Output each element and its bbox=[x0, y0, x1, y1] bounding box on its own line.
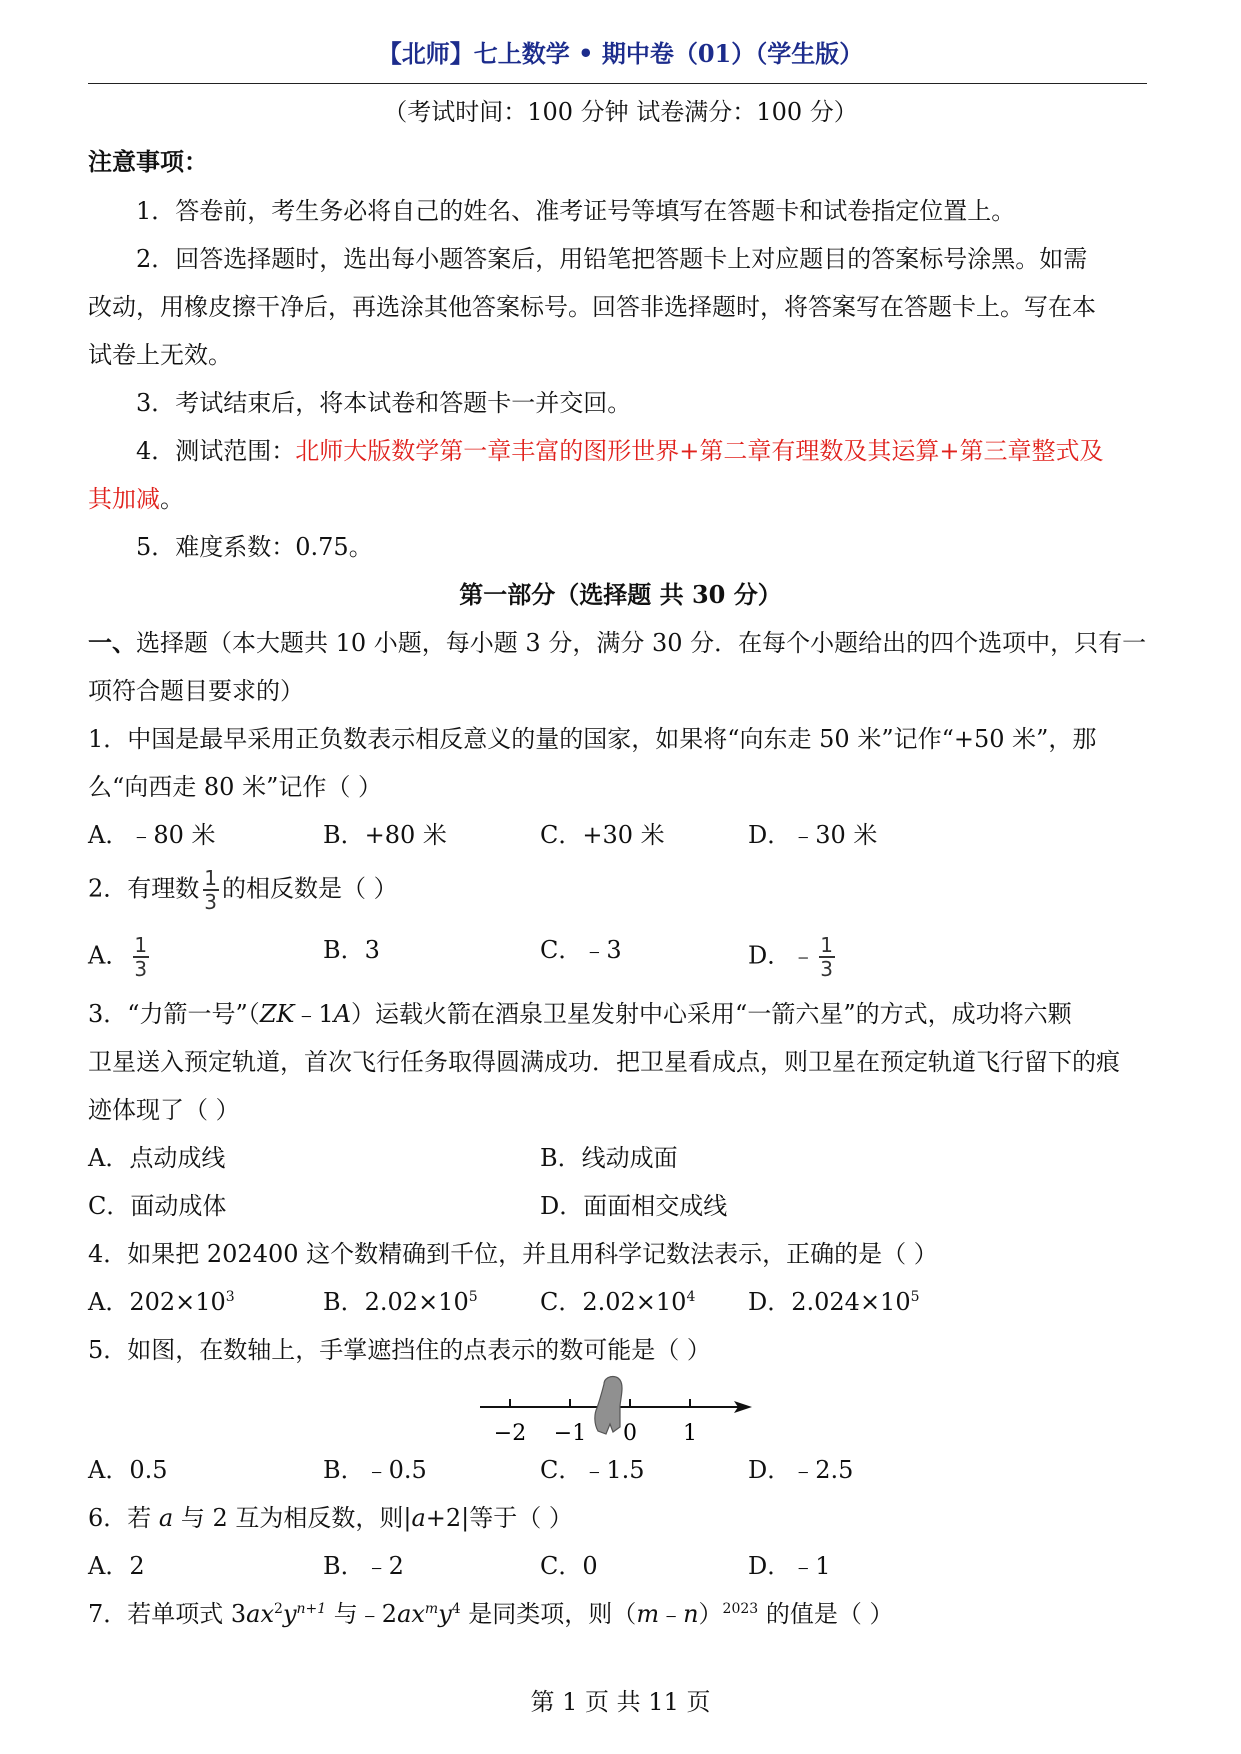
q6-option-b: B．﹣2 bbox=[323, 1552, 404, 1580]
hand-covering-icon bbox=[595, 1377, 622, 1434]
notice-item-3: 3．考试结束后，将本试卷和答题卡一并交回。 bbox=[136, 389, 632, 417]
q4-option-b-base: B．2.02×10 bbox=[323, 1288, 469, 1316]
q2-fraction bbox=[202, 868, 219, 912]
fraction-numerator: 1 bbox=[134, 933, 148, 957]
q3-option-d: D．面面相交成线 bbox=[540, 1192, 728, 1220]
q3-stem-line-1 bbox=[88, 999, 1072, 1029]
notice-item-2-line-2: 改动，用橡皮擦干净后，再选涂其他答案标号。回答非选择题时，将答案写在答题卡上。写在本 bbox=[88, 293, 1096, 321]
q4-option-c-base: C．2.02×10 bbox=[540, 1288, 687, 1316]
notice-item-4-prefix: 4．测试范围： bbox=[136, 437, 296, 465]
exponent: 5 bbox=[468, 1289, 478, 1305]
exponent bbox=[425, 1601, 438, 1617]
q6-text: 6．若 bbox=[88, 1504, 159, 1532]
q1-stem-line-2: 么“向西走 80 米”记作（ ） bbox=[88, 773, 382, 801]
exponent: 3 bbox=[225, 1289, 235, 1305]
q2-option-c: C．﹣3 bbox=[540, 936, 622, 964]
axis-label: 0 bbox=[623, 1421, 637, 1446]
section-intro-line-2: 项符合题目要求的） bbox=[88, 677, 304, 705]
q3-text: 3．“力箭一号”（ bbox=[88, 1000, 260, 1028]
axis-label: −1 bbox=[553, 1421, 587, 1446]
exponent: 4 bbox=[451, 1601, 461, 1617]
q7-var-ax: ax bbox=[397, 1600, 425, 1628]
q3-stem-line-3: 迹体现了（ ） bbox=[88, 1096, 240, 1124]
q3-text: ﹣1 bbox=[294, 1000, 334, 1028]
q6-option-a: A．2 bbox=[88, 1552, 145, 1580]
q4-option-c bbox=[540, 1287, 695, 1317]
q5-option-b: B．﹣0.5 bbox=[323, 1456, 427, 1484]
exponent: 5 bbox=[910, 1289, 920, 1305]
notice-item-2-line-3: 试卷上无效。 bbox=[88, 341, 232, 369]
q5-option-c: C．﹣1.5 bbox=[540, 1456, 645, 1484]
fraction-numerator: 1 bbox=[820, 933, 833, 957]
fraction-numerator: 1 bbox=[204, 866, 218, 890]
q7-var-y: y bbox=[282, 1600, 297, 1628]
q7-text: 是同类项，则（ bbox=[460, 1600, 637, 1628]
q3-var-zk: ZK bbox=[259, 1000, 295, 1028]
q1-option-b: B．+80 米 bbox=[323, 821, 447, 849]
exponent bbox=[297, 1601, 327, 1617]
header-rule bbox=[88, 83, 1147, 84]
q3-option-a: A．点动成线 bbox=[88, 1144, 226, 1172]
q3-option-b: B．线动成面 bbox=[540, 1144, 678, 1172]
q2-option-d bbox=[748, 935, 838, 979]
notice-item-2-line-1: 2．回答选择题时，选出每小题答案后，用铅笔把答题卡上对应题目的答案标号涂黑。如需 bbox=[136, 245, 1088, 273]
q1-stem-line-1: 1．中国是最早采用正负数表示相反意义的量的国家，如果将“向东走 50 米”记作“+50 米”，那 bbox=[88, 725, 1097, 753]
q6-option-d: D．﹣1 bbox=[748, 1552, 831, 1580]
q6-stem bbox=[88, 1503, 573, 1533]
notice-item-4-line-1 bbox=[136, 436, 1104, 466]
axis-label: 1 bbox=[683, 1421, 697, 1446]
q7-var-ax: ax bbox=[246, 1600, 275, 1628]
q7-text: ﹣ bbox=[659, 1600, 684, 1628]
q7-text: 与﹣2 bbox=[326, 1600, 398, 1628]
fraction-denominator: 3 bbox=[820, 957, 833, 981]
q2-option-a-label: A． bbox=[88, 941, 130, 970]
q4-option-a bbox=[88, 1287, 235, 1317]
q7-text: 的值是（ ） bbox=[758, 1600, 894, 1628]
exponent: 2023 bbox=[722, 1601, 759, 1617]
q2-option-d-fraction bbox=[818, 935, 835, 979]
q1-option-c: C．+30 米 bbox=[540, 821, 665, 849]
q4-stem: 4．如果把 202400 这个数精确到千位，并且用科学记数法表示，正确的是（ ） bbox=[88, 1240, 938, 1268]
q7-var-y: y bbox=[438, 1600, 452, 1628]
q4-option-b bbox=[323, 1287, 478, 1317]
q2-option-a-fraction bbox=[132, 935, 149, 979]
notice-item-1: 1．答卷前，考生务必将自己的姓名、准考证号等填写在答题卡和试卷指定位置上。 bbox=[136, 197, 1016, 225]
q1-option-d: D．﹣30 米 bbox=[748, 821, 878, 849]
axis-label: −2 bbox=[493, 1421, 527, 1446]
q6-text: +2|等于（ ） bbox=[425, 1504, 573, 1532]
section-intro-text: 选择题（本大题共 10 小题，每小题 3 分，满分 30 分．在每个小题给出的四个选项中，只有一 bbox=[136, 629, 1147, 657]
exponent-text: m bbox=[424, 1601, 439, 1617]
q5-option-a: A．0.5 bbox=[88, 1456, 168, 1484]
q4-option-a-base: A．202×10 bbox=[88, 1288, 226, 1316]
q7-text: ） bbox=[698, 1600, 723, 1628]
q7-var-n: n bbox=[683, 1600, 699, 1628]
fraction-denominator: 3 bbox=[134, 957, 148, 981]
q6-var-a: a bbox=[411, 1504, 426, 1532]
test-scope-text: 北师大版数学第一章丰富的图形世界+第二章有理数及其运算+第三章整式及 bbox=[295, 437, 1104, 465]
section-number: 一、 bbox=[88, 628, 136, 657]
q7-text: 7．若单项式 3 bbox=[88, 1600, 247, 1628]
q6-var-a: a bbox=[158, 1504, 174, 1532]
notice-item-5: 5．难度系数：0.75。 bbox=[136, 533, 373, 561]
q2-stem-suffix: 的相反数是（ ） bbox=[222, 874, 398, 903]
q6-text: 与 2 互为相反数，则| bbox=[173, 1504, 412, 1532]
q2-option-a bbox=[88, 935, 152, 979]
exponent-text: n+1 bbox=[296, 1601, 327, 1617]
page-footer: 第 1 页 共 11 页 bbox=[530, 1688, 711, 1716]
q3-var-a: A bbox=[333, 1000, 352, 1028]
q3-text: ）运载火箭在酒泉卫星发射中心采用“一箭六星”的方式，成功将六颗 bbox=[351, 1000, 1072, 1028]
q6-option-c: C．0 bbox=[540, 1552, 598, 1580]
q2-stem-prefix: 2．有理数 bbox=[88, 874, 200, 903]
exponent: 4 bbox=[686, 1289, 696, 1305]
fraction-denominator: 3 bbox=[204, 890, 218, 914]
q3-option-c: C．面动成体 bbox=[88, 1192, 227, 1220]
document-title: 【北师】七上数学 • 期中卷（01）（学生版） bbox=[377, 39, 864, 68]
part1-heading: 第一部分（选择题 共 30 分） bbox=[459, 580, 782, 609]
q1-option-a: A．﹣80 米 bbox=[88, 821, 216, 849]
q3-stem-line-2: 卫星送入预定轨道，首次飞行任务取得圆满成功．把卫星看成点，则卫星在预定轨道飞行留下的痕 bbox=[88, 1048, 1120, 1076]
number-line-figure bbox=[470, 1372, 760, 1452]
q2-option-d-label: D．﹣ bbox=[748, 941, 816, 970]
notice-item-4-suffix: 。 bbox=[160, 485, 184, 513]
exam-info: （考试时间：100 分钟 试卷满分：100 分） bbox=[383, 98, 858, 126]
q2-stem bbox=[88, 868, 398, 912]
q2-option-b: B．3 bbox=[323, 936, 380, 964]
test-scope-text-end: 其加减 bbox=[88, 485, 160, 513]
notice-item-4-line-2 bbox=[88, 484, 184, 514]
q5-stem: 5．如图，在数轴上，手掌遮挡住的点表示的数可能是（ ） bbox=[88, 1336, 711, 1364]
q7-stem bbox=[88, 1599, 893, 1629]
section-intro-line-1 bbox=[88, 628, 1146, 658]
notice-heading: 注意事项： bbox=[88, 147, 208, 176]
q4-option-d bbox=[748, 1287, 920, 1317]
q5-option-d: D．﹣2.5 bbox=[748, 1456, 854, 1484]
exponent: 2 bbox=[274, 1601, 283, 1617]
q7-var-m: m bbox=[636, 1600, 660, 1628]
q4-option-d-base: D．2.024×10 bbox=[748, 1288, 911, 1316]
